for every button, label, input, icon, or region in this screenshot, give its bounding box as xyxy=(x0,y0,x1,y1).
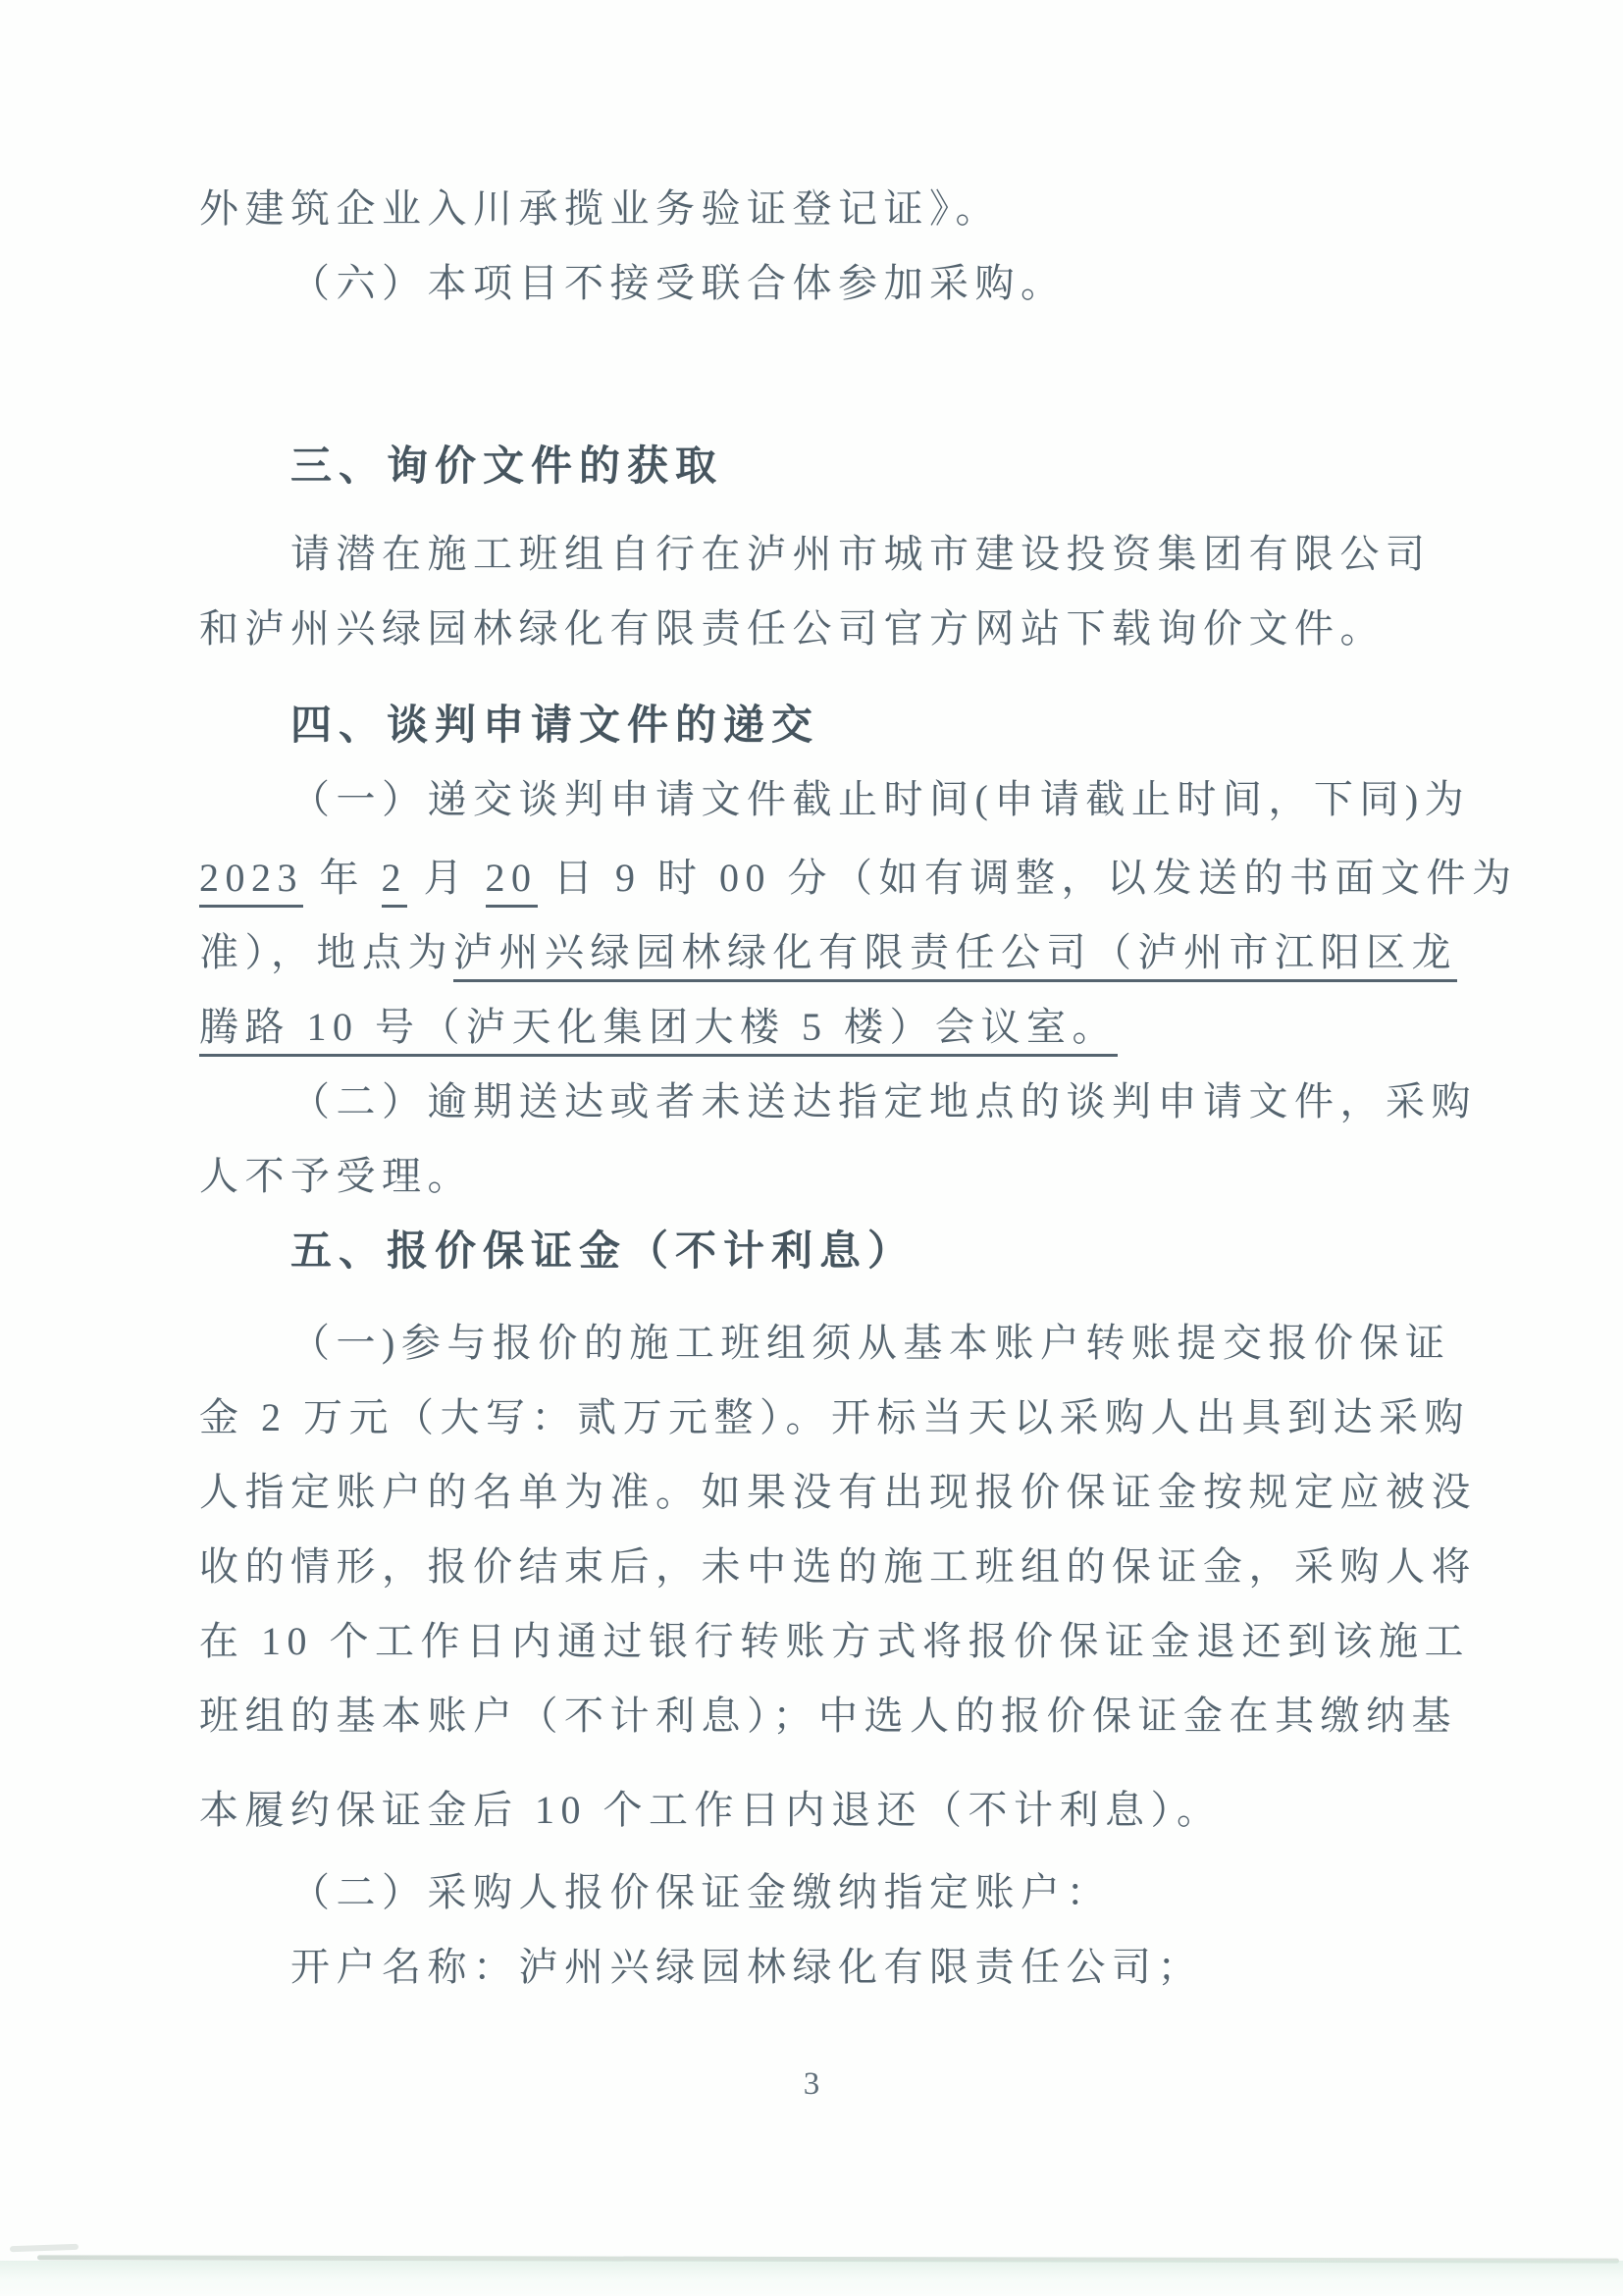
document-line xyxy=(199,1679,1490,1753)
document-line xyxy=(199,841,1518,915)
text-segment: 收的情形，报价结束后，未中选的施工班组的保证金，采购人将 xyxy=(199,1544,1477,1589)
text-segment: （二）采购人报价保证金缴纳指定账户： xyxy=(290,1870,1112,1914)
text-segment: 日 9 时 00 分（如有调整，以发送的书面文件为 xyxy=(537,856,1518,900)
text-segment: 金 2 万元（大写：贰万元整）。开标当天以采购人出具到达采购 xyxy=(199,1395,1470,1439)
text-segment: 年 xyxy=(303,856,382,900)
underlined-text: 20 xyxy=(486,856,538,908)
text-segment: 请潜在施工班组自行在泸州市城市建设投资集团有限公司 xyxy=(290,532,1432,576)
underlined-text: 2 xyxy=(382,856,408,908)
document-line xyxy=(199,592,1490,666)
document-line xyxy=(199,990,1490,1065)
scan-artifact-bottom-wash xyxy=(0,2261,1623,2296)
text-segment: 准），地点为 xyxy=(199,930,453,974)
text-segment: 本履约保证金后 10 个工作日内退还（不计利息）。 xyxy=(199,1788,1223,1832)
document-line xyxy=(199,1604,1490,1679)
document-line xyxy=(199,1530,1490,1604)
document-line xyxy=(199,762,1490,837)
document-line xyxy=(199,1773,1490,1848)
section-heading xyxy=(199,688,1490,762)
text-segment: 四、谈判申请文件的递交 xyxy=(290,702,820,748)
text-segment: （一)参与报价的施工班组须从基本账户转账提交报价保证 xyxy=(290,1321,1451,1365)
document-line xyxy=(199,1306,1490,1381)
text-segment: 开户名称：泸州兴绿园林绿化有限责任公司； xyxy=(290,1945,1203,1989)
document-line xyxy=(199,1381,1490,1455)
text-segment: 人指定账户的名单为准。如果没有出现报价保证金按规定应被没 xyxy=(199,1470,1477,1514)
document-line xyxy=(199,1139,1490,1214)
scan-artifact-smudge xyxy=(10,2244,79,2252)
document-line xyxy=(199,1065,1490,1139)
text-segment: （二）逾期送达或者未送达指定地点的谈判申请文件，采购 xyxy=(290,1079,1477,1123)
document-line xyxy=(199,246,1490,321)
underlined-text: 腾路 10 号（泸天化集团大楼 5 楼）会议室。 xyxy=(199,1005,1118,1057)
text-segment: （一）递交谈判申请文件截止时间(申请截止时间，下同)为 xyxy=(290,777,1471,821)
section-heading xyxy=(199,1214,1490,1288)
document-line xyxy=(199,915,1490,990)
page-number: 3 xyxy=(803,2066,820,2102)
document-line xyxy=(199,1930,1490,2005)
document-line xyxy=(199,1455,1490,1530)
document-line xyxy=(199,172,1490,246)
text-segment: 在 10 个工作日内通过银行转账方式将报价保证金退还到该施工 xyxy=(199,1619,1470,1663)
text-segment: 班组的基本账户（不计利息）；中选人的报价保证金在其缴纳基 xyxy=(199,1694,1457,1738)
section-heading xyxy=(199,429,1490,503)
text-segment: 人不予受理。 xyxy=(199,1154,473,1198)
text-segment: 外建筑企业入川承揽业务验证登记证》。 xyxy=(199,186,1001,231)
document-line xyxy=(199,1855,1490,1930)
text-segment: 五、报价保证金（不计利息） xyxy=(290,1227,916,1274)
document-body xyxy=(199,172,1518,2005)
text-segment: 和泸州兴绿园林绿化有限责任公司官方网站下载询价文件。 xyxy=(199,606,1386,651)
text-segment: （六）本项目不接受联合体参加采购。 xyxy=(290,261,1067,305)
text-segment: 月 xyxy=(407,856,486,900)
document-line xyxy=(199,517,1490,592)
underlined-text: 2023 xyxy=(199,856,303,908)
text-segment: 三、询价文件的获取 xyxy=(290,443,724,489)
underlined-text: 泸州兴绿园林绿化有限责任公司（泸州市江阳区龙 xyxy=(453,930,1457,982)
